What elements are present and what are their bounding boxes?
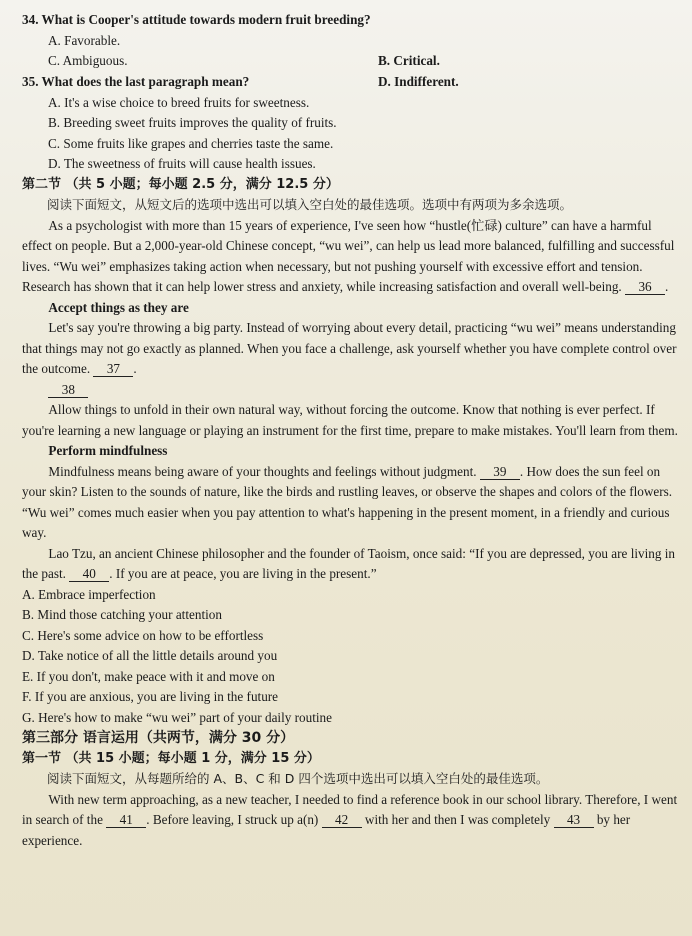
q34-option-a[interactable]: A. Favorable.: [48, 32, 121, 48]
q35-option-a[interactable]: A. It's a wise choice to breed fruits for sweetness.: [48, 94, 310, 110]
question-35-stem: 35. What does the last paragraph mean?: [22, 74, 250, 89]
paragraph-1: As a psychologist with more than 15 years of experience, I've seen how “hustle(忙碌) culture” can have a harmful effect on people. But a 2,000-year-old Chinese concept, “wu wei”, can help us lead more balanced, fulfilling and successful lives. “Wu wei” emphasizes taking action when necessary, but not pushing yourself with excessive effort and tension. Research has shown that it can help lower stress and anxiety, while increasing satisfaction and overall well-being. 36 .: [22, 217, 675, 294]
paragraph-4: Mindfulness means being aware of your thoughts and feelings without judgment. 39 . How does the sun feel on your skin? Listen to the sounds of nature, like the birds and rustling leaves, or observe the shapes and colors of the flowers. “Wu wei” comes much easier when you pay attention to what's happening in the present moment, in a friendly and curious way.: [22, 463, 673, 540]
blank-36[interactable]: 36: [625, 279, 665, 295]
q34-option-d[interactable]: D. Indifferent.: [378, 73, 459, 89]
q35-option-c[interactable]: C. Some fruits like grapes and cherries taste the same.: [48, 135, 334, 151]
option-d[interactable]: D. Take notice of all the little details around you: [22, 648, 278, 663]
part-3-text-a: With new term approaching, as a new teacher, I needed to find a reference book in our school library. Therefore, I went in search of the: [22, 791, 678, 827]
option-b[interactable]: B. Mind those catching your attention: [22, 607, 222, 622]
question-35-options: [22, 93, 678, 175]
options-list: [22, 585, 678, 729]
paragraph-4-text-b: How does the sun feel on your skin? Listen to the sounds of nature, like the birds and rustling leaves, or observe the shapes and colors of the flowers. “Wu wei” comes much easier when you pay attention to what's happening in the present moment, in a friendly and curious way.: [22, 463, 673, 540]
option-c[interactable]: C. Here's some advice on how to be effortless: [22, 627, 264, 643]
blank-42[interactable]: 42: [322, 812, 362, 828]
part-3-text-c: with her and then I was completely: [364, 812, 551, 827]
paragraph-4-text-a: Mindfulness means being aware of your thoughts and feelings without judgment.: [48, 463, 477, 479]
paragraph-1-text: As a psychologist with more than 15 years of experience, I've seen how “hustle(忙碌) culture” can have a harmful effect on people. But a 2,000-year-old Chinese concept, “wu wei”, can help us lead more balanced, fulfilling and successful lives. “Wu wei” emphasizes taking action when necessary, but not pushing yourself with excessive effort and tension. Research has shown that it can help lower stress and anxiety, while increasing satisfaction and overall well-being.: [22, 217, 675, 294]
paragraph-5-text-b: If you are at peace, you are living in the present.”: [115, 566, 377, 581]
section-2-instruction: 阅读下面短文，从短文后的选项中选出可以填入空白处的最佳选项。选项中有两项为多余选项。: [47, 197, 573, 212]
part-3-text-d: by her experience.: [22, 812, 631, 848]
option-g[interactable]: G. Here's how to make “wu wei” part of your daily routine: [22, 709, 332, 725]
q35-option-b[interactable]: B. Breeding sweet fruits improves the quality of fruits.: [48, 115, 337, 130]
blank-38[interactable]: 38: [48, 382, 88, 398]
paragraph-2: Let's say you're throwing a big party. Instead of worrying about every detail, practicing “wu wei” means understanding that things may not go exactly as planned. When you face a challenge, ask yourself whether you have complete control over the outcome. 37 .: [22, 320, 677, 376]
q34-option-b[interactable]: B. Critical.: [378, 53, 440, 68]
blank-43[interactable]: 43: [554, 812, 594, 828]
reading-passage: [22, 216, 678, 585]
paragraph-3: Allow things to unfold in their own natural way, without forcing the outcome. Know that nothing is ever perfect. If you're learning a new language or playing an instrument for the first time, prepare to make mistakes. You'll learn from them.: [22, 402, 678, 438]
part-3-passage: [22, 790, 678, 852]
option-a[interactable]: A. Embrace imperfection: [22, 586, 156, 602]
section-2-heading: 第二节 （共 5 小题；每小题 2.5 分，满分 12.5 分）: [22, 176, 339, 192]
q34-option-c[interactable]: C. Ambiguous.: [48, 53, 128, 68]
paragraph-blank-38: [22, 380, 678, 401]
part-3-text-b: . Before leaving, I struck up a(n): [146, 812, 319, 827]
option-e[interactable]: E. If you don't, make peace with it and move on: [22, 668, 275, 684]
subheading-accept: Accept things as they are: [48, 299, 189, 315]
blank-39[interactable]: 39: [480, 464, 520, 480]
paragraph-5-text-a: Lao Tzu, an ancient Chinese philosopher and the founder of Taoism, once said: “If you are depressed, you are living in the past.: [22, 545, 676, 581]
part-3-heading: 第三部分 语言运用（共两节，满分 30 分）: [22, 730, 295, 746]
q35-option-d[interactable]: D. The sweetness of fruits will cause health issues.: [48, 156, 316, 171]
part-3-instruction: 阅读下面短文，从每题所给的 A、B、C 和 D 四个选项中选出可以填入空白处的最佳选项。: [47, 771, 549, 786]
part-3-section-1-heading: 第一节 （共 15 小题；每小题 1 分，满分 15 分）: [22, 750, 320, 766]
paragraph-2-text: Let's say you're throwing a big party. Instead of worrying about every detail, practicing “wu wei” means understanding that things may not go exactly as planned. When you face a challenge, ask yourself whether you have complete control over the outcome.: [22, 320, 677, 376]
blank-41[interactable]: 41: [106, 812, 146, 828]
subheading-mindfulness: Perform mindfulness: [48, 443, 168, 458]
option-f[interactable]: F. If you are anxious, you are living in the future: [22, 689, 279, 704]
blank-37[interactable]: 37: [93, 361, 133, 377]
blank-40[interactable]: 40: [69, 566, 109, 582]
question-34-stem: 34. What is Cooper's attitude towards modern fruit breeding?: [22, 12, 371, 27]
paragraph-5: Lao Tzu, an ancient Chinese philosopher and the founder of Taoism, once said: “If you are depressed, you are living in the past. 40 . If you are at peace, you are living in the present.”: [22, 545, 676, 581]
